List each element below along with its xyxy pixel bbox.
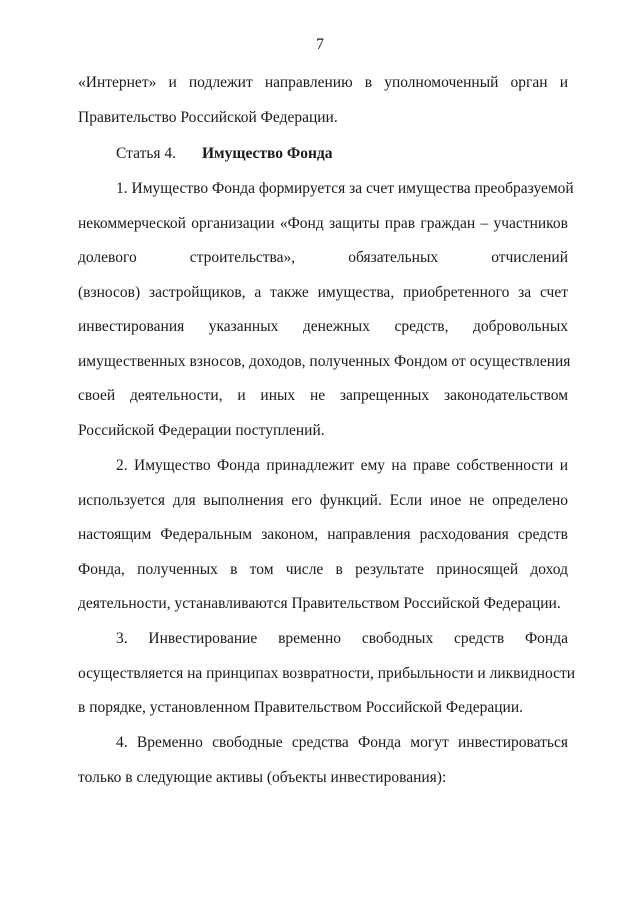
paragraph-line: в порядке, установленном Правительством Российской Федерации. — [78, 699, 523, 716]
intro-line: «Интернет» и подлежит направлению в уполномоченный орган и — [78, 74, 568, 91]
paragraph-line: имущественных взносов, доходов, полученных Фондом от осуществления — [78, 353, 571, 370]
paragraph-line: Российской Федерации поступлений. — [78, 422, 325, 439]
paragraph-line: (взносов) застройщиков, а также имущества, приобретенного за счет — [78, 284, 568, 301]
paragraph-line: 3. Инвестирование временно свободных средств Фонда — [116, 630, 568, 647]
page-number: 7 — [316, 36, 324, 53]
paragraph-line: настоящим Федеральным законом, направления расходования средств — [78, 526, 568, 543]
article-label: Статья 4. — [116, 145, 177, 162]
article-title: Имущество Фонда — [202, 145, 333, 162]
article-heading — [116, 143, 333, 165]
paragraph-line: 4. Временно свободные средства Фонда могут инвестироваться — [116, 734, 568, 751]
intro-line: Правительство Российской Федерации. — [78, 109, 338, 126]
paragraph-line: 1. Имущество Фонда формируется за счет имущества преобразуемой — [116, 180, 574, 197]
paragraph-line: инвестирования указанных денежных средств, добровольных — [78, 318, 568, 335]
paragraph-line: своей деятельности, и иных не запрещенных законодательством — [78, 387, 568, 404]
paragraph-line: только в следующие активы (объекты инвестирования): — [78, 769, 447, 786]
paragraph-line: используется для выполнения его функций. Если иное не определено — [78, 492, 568, 509]
paragraph-line: осуществляется на принципах возвратности, прибыльности и ликвидности — [78, 665, 576, 682]
paragraph-line: Фонда, полученных в том числе в результате приносящей доход — [78, 561, 568, 578]
paragraph-line: 2. Имущество Фонда принадлежит ему на праве собственности и — [116, 457, 568, 474]
paragraph-line: долевого строительства», обязательных отчислений — [78, 249, 568, 266]
paragraph-line: некоммерческой организации «Фонд защиты прав граждан – участников — [78, 215, 568, 232]
paragraph-line: деятельности, устанавливаются Правительством Российской Федерации. — [78, 595, 561, 612]
